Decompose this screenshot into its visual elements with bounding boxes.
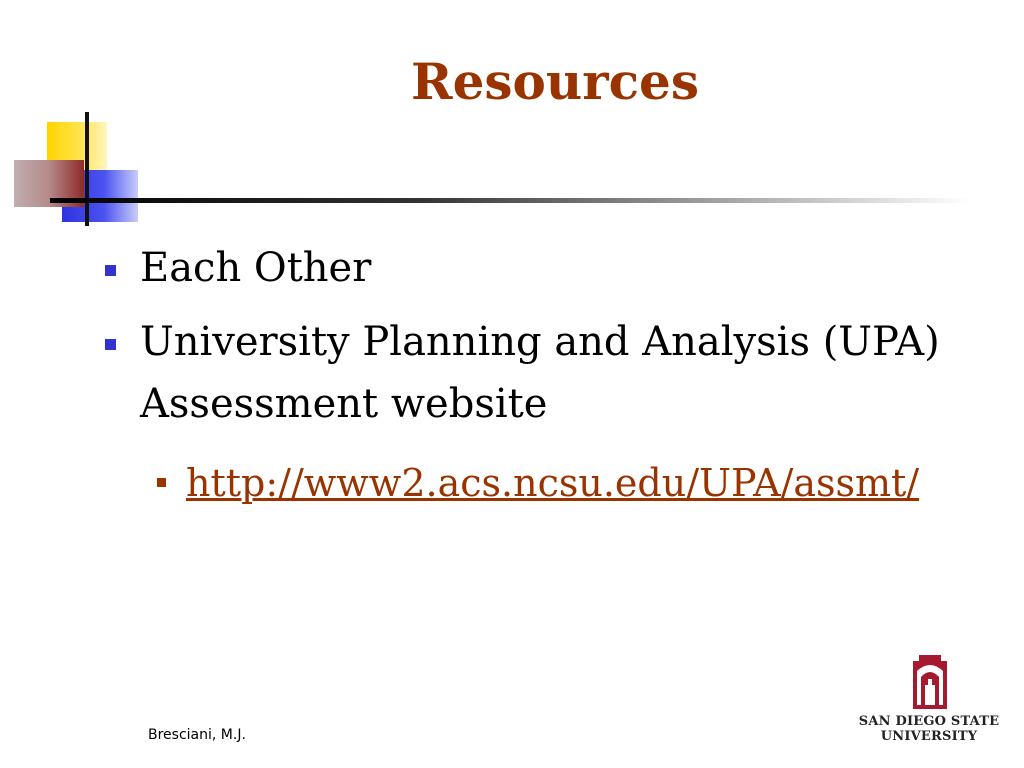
bullet-marker — [105, 339, 116, 350]
bullet-marker — [105, 265, 116, 276]
logo-line-1: SAN DIEGO STATE — [858, 714, 1000, 729]
sub-bullet-marker — [157, 478, 166, 487]
bullet-item: University Planning and Analysis (UPA) Assessment website — [140, 319, 940, 427]
logo-line-2: UNIVERSITY — [880, 729, 978, 744]
footer-author: Bresciani, M.J. — [148, 727, 246, 743]
decorative-corner-graphic — [0, 0, 1024, 240]
bullet-item: Each Other — [140, 245, 372, 291]
university-seal-icon — [913, 655, 947, 709]
title-underline-rule — [50, 198, 970, 203]
university-logo-text — [858, 714, 1000, 744]
upa-assessment-link[interactable]: http://www2.acs.ncsu.edu/UPA/assmt/ — [186, 461, 920, 505]
vertical-line-decoration — [85, 112, 89, 226]
slide-title: Resources — [411, 52, 699, 111]
